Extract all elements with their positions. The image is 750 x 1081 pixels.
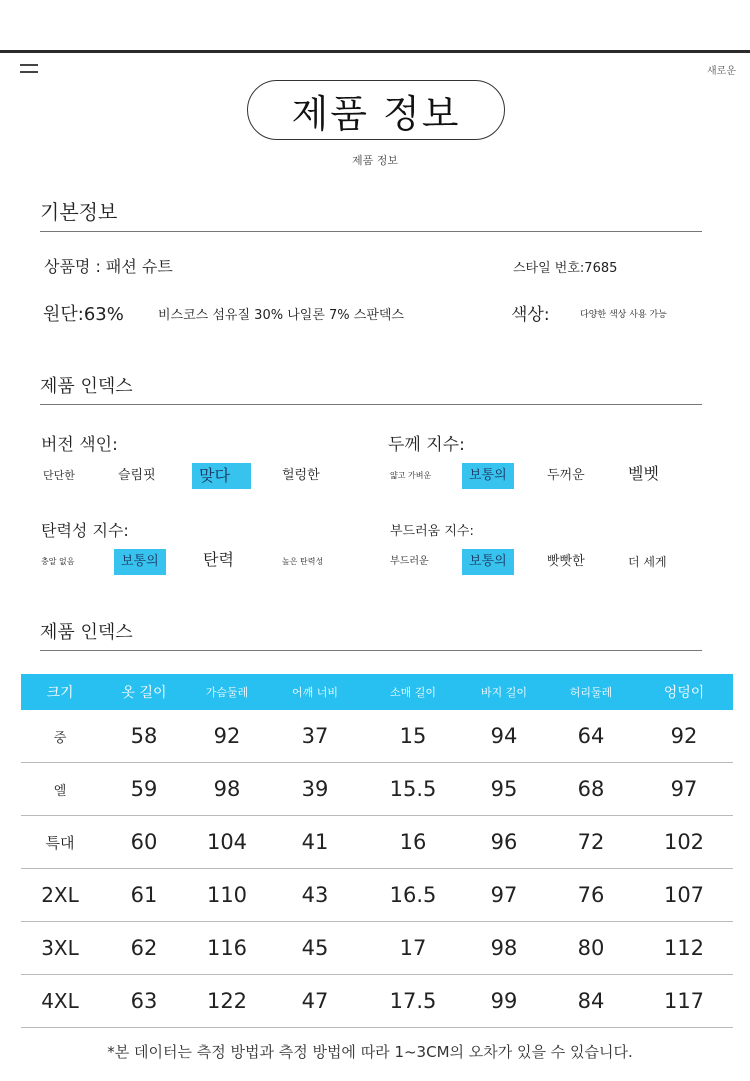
section-divider xyxy=(40,231,702,232)
column-header: 옷 길이 xyxy=(99,674,189,710)
table-cell: 60 xyxy=(99,816,189,869)
product-name: 상품명 : 패션 슈트 xyxy=(44,257,173,276)
fabric-composition: 비스코스 섬유질 30% 나일론 7% 스판덱스 xyxy=(158,308,404,323)
table-cell: 99 xyxy=(461,975,547,1028)
softness-option[interactable]: 빳빳한 xyxy=(547,554,585,569)
table-cell: 62 xyxy=(99,922,189,975)
softness-option-selected[interactable]: 보통의 xyxy=(462,549,514,575)
table-row xyxy=(21,816,733,869)
basic-info-title: 기본정보 xyxy=(40,200,118,224)
table-cell: 97 xyxy=(635,763,733,816)
table-cell: 63 xyxy=(99,975,189,1028)
table-cell: 76 xyxy=(547,869,635,922)
elasticity-option[interactable]: 충알 없음 xyxy=(41,557,75,566)
elasticity-index-label: 탄력성 지수: xyxy=(41,521,129,540)
table-cell: 43 xyxy=(265,869,365,922)
size-label: 특대 xyxy=(21,816,99,869)
column-header: 엉덩이 xyxy=(635,674,733,710)
table-cell: 45 xyxy=(265,922,365,975)
table-cell: 95 xyxy=(461,763,547,816)
table-cell: 102 xyxy=(635,816,733,869)
size-label: 4XL xyxy=(21,975,99,1028)
table-cell: 122 xyxy=(189,975,265,1028)
table-cell: 17.5 xyxy=(365,975,461,1028)
table-cell: 116 xyxy=(189,922,265,975)
measurement-footnote: *본 데이터는 측정 방법과 측정 방법에 따라 1~3CM의 오차가 있을 수 있습니다. xyxy=(107,1043,633,1061)
table-row xyxy=(21,710,733,763)
table-cell: 112 xyxy=(635,922,733,975)
top-divider xyxy=(0,50,750,53)
color-label: 색상: xyxy=(511,305,550,325)
size-label: 엘 xyxy=(21,763,99,816)
table-cell: 39 xyxy=(265,763,365,816)
table-cell: 104 xyxy=(189,816,265,869)
index-title: 제품 인덱스 xyxy=(40,376,133,397)
table-cell: 110 xyxy=(189,869,265,922)
table-cell: 41 xyxy=(265,816,365,869)
index-title: 제품 인덱스 xyxy=(40,622,133,643)
corner-label: 새로운 xyxy=(707,66,736,77)
column-header: 어깨 너비 xyxy=(265,674,365,710)
version-index-label: 버전 색인: xyxy=(41,435,118,455)
size-label: 2XL xyxy=(21,869,99,922)
table-cell: 15.5 xyxy=(365,763,461,816)
table-cell: 58 xyxy=(99,710,189,763)
version-option-selected[interactable]: 맞다 xyxy=(192,463,251,489)
table-row xyxy=(21,869,733,922)
table-cell: 96 xyxy=(461,816,547,869)
table-cell: 68 xyxy=(547,763,635,816)
table-row xyxy=(21,922,733,975)
column-header: 크기 xyxy=(21,674,99,710)
thickness-option[interactable]: 얇고 가벼운 xyxy=(390,471,432,480)
version-option[interactable]: 슬림핏 xyxy=(118,468,156,483)
table-cell: 92 xyxy=(189,710,265,763)
column-header: 바지 길이 xyxy=(461,674,547,710)
page-title: 제품 정보 xyxy=(247,80,505,140)
table-row xyxy=(21,975,733,1028)
table-cell: 17 xyxy=(365,922,461,975)
table-cell: 59 xyxy=(99,763,189,816)
table-cell: 72 xyxy=(547,816,635,869)
color-value: 다양한 색상 사용 가능 xyxy=(580,310,667,320)
size-label: 3XL xyxy=(21,922,99,975)
size-label: 중 xyxy=(21,710,99,763)
section-divider xyxy=(40,404,702,405)
section-divider xyxy=(40,650,702,651)
table-cell: 61 xyxy=(99,869,189,922)
softness-index-label: 부드러움 지수: xyxy=(390,524,474,539)
version-option[interactable]: 헐렁한 xyxy=(282,468,320,483)
elasticity-option[interactable]: 높은 탄력성 xyxy=(282,557,324,566)
elasticity-option-selected[interactable]: 보통의 xyxy=(114,549,166,575)
table-cell: 16.5 xyxy=(365,869,461,922)
table-cell: 15 xyxy=(365,710,461,763)
table-header-row xyxy=(21,674,733,710)
table-cell: 94 xyxy=(461,710,547,763)
thickness-option[interactable]: 벨벳 xyxy=(628,464,659,483)
softness-option[interactable]: 더 세게 xyxy=(628,555,667,569)
column-header: 허리둘레 xyxy=(547,674,635,710)
table-cell: 92 xyxy=(635,710,733,763)
fabric-label: 원단:63% xyxy=(43,304,124,325)
column-header: 소매 길이 xyxy=(365,674,461,710)
table-cell: 107 xyxy=(635,869,733,922)
table-cell: 37 xyxy=(265,710,365,763)
style-number: 스타일 번호:7685 xyxy=(513,261,618,276)
column-header: 가슴둘레 xyxy=(189,674,265,710)
thickness-index-label: 두께 지수: xyxy=(388,435,465,455)
menu-icon[interactable] xyxy=(20,64,38,74)
table-cell: 98 xyxy=(189,763,265,816)
size-table xyxy=(21,674,733,1028)
table-cell: 16 xyxy=(365,816,461,869)
table-cell: 80 xyxy=(547,922,635,975)
table-cell: 64 xyxy=(547,710,635,763)
table-row xyxy=(21,763,733,816)
version-option[interactable]: 단단한 xyxy=(43,469,75,482)
elasticity-option[interactable]: 탄력 xyxy=(203,550,234,569)
table-cell: 98 xyxy=(461,922,547,975)
table-cell: 84 xyxy=(547,975,635,1028)
thickness-option[interactable]: 두꺼운 xyxy=(547,468,585,483)
softness-option[interactable]: 부드러운 xyxy=(390,556,429,567)
table-cell: 97 xyxy=(461,869,547,922)
table-cell: 117 xyxy=(635,975,733,1028)
table-cell: 47 xyxy=(265,975,365,1028)
page-subtitle: 제품 정보 xyxy=(351,154,398,167)
thickness-option-selected[interactable]: 보통의 xyxy=(462,463,514,489)
